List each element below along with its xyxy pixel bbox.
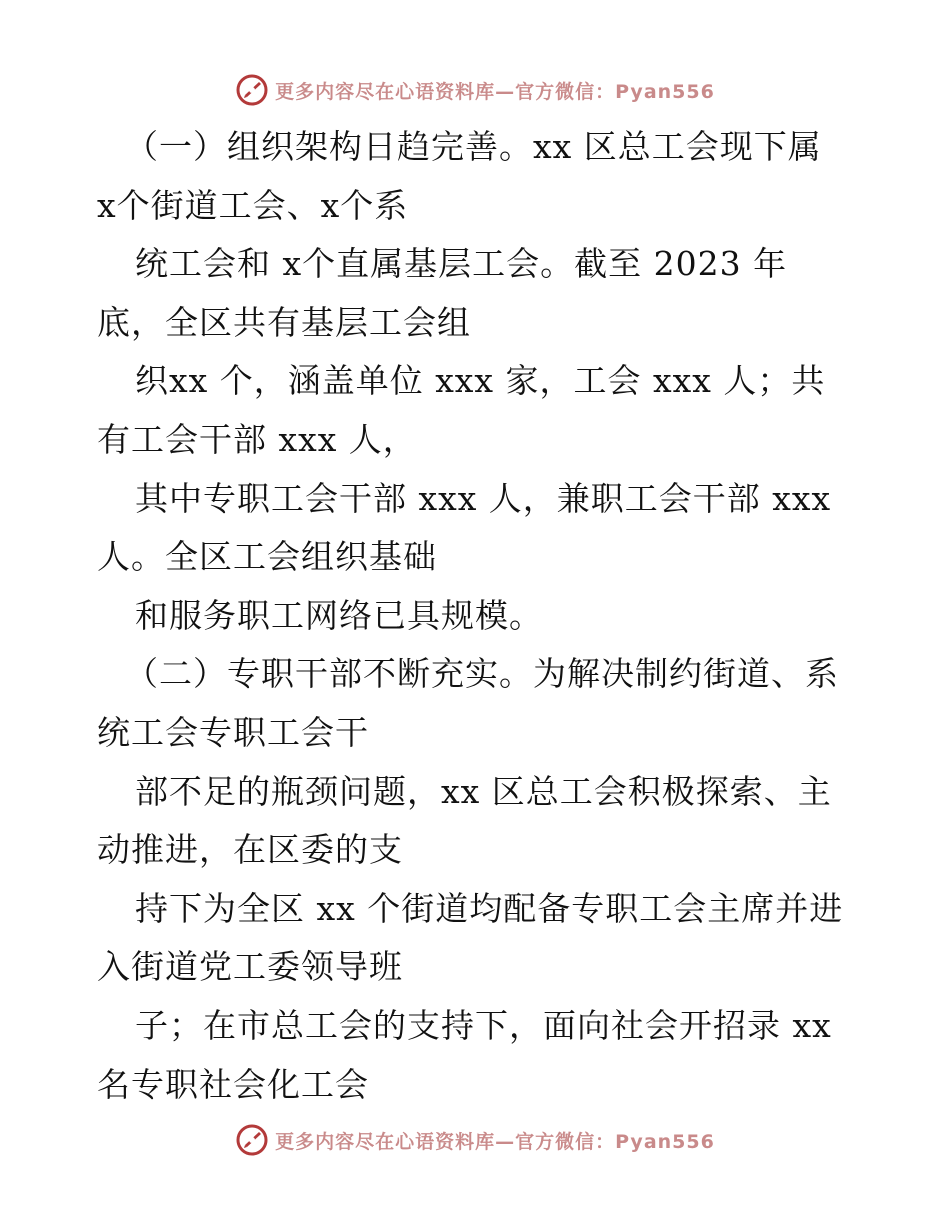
logo-icon — [235, 73, 269, 107]
text-line: 织xx 个，涵盖单位 xxx 家，工会 xxx 人；共 — [135, 361, 826, 401]
text-line: 统工会和 x个直属基层工会。截至 2023 年 — [135, 244, 788, 284]
document-body — [97, 118, 857, 1114]
text-line: 底，全区共有基层工会组 — [97, 302, 471, 342]
text-line: （二）专职干部不断充实。为解决制约街道、系 — [125, 654, 839, 694]
text-line: 名专职社会化工会 — [97, 1064, 369, 1104]
text-line: 其中专职工会干部 xxx 人，兼职工会干部 xxx — [135, 478, 832, 518]
text-line: 部不足的瓶颈问题，xx 区总工会积极探索、主 — [135, 771, 832, 811]
footer-banner — [0, 1120, 950, 1160]
text-line: 有工会干部 xxx 人， — [97, 419, 417, 459]
text-line: 动推进，在区委的支 — [97, 830, 403, 870]
text-line: x个街道工会、x个系 — [97, 185, 409, 225]
text-line: 人。全区工会组织基础 — [97, 537, 437, 577]
text-line: 入街道党工委领导班 — [97, 947, 403, 987]
text-line: （一）组织架构日趋完善。xx 区总工会现下属 — [125, 127, 822, 166]
footer-banner-text: 更多内容尽在心语资料库—官方微信：Pyan556 — [275, 1130, 715, 1153]
logo-icon — [235, 1123, 269, 1157]
text-line: 持下为全区 xx 个街道均配备专职工会主席并进 — [135, 888, 844, 928]
text-line: 子；在市总工会的支持下，面向社会开招录 xx — [135, 1005, 832, 1045]
header-banner-text: 更多内容尽在心语资料库—官方微信：Pyan556 — [275, 80, 715, 103]
text-line: 和服务职工网络已具规模。 — [135, 595, 543, 635]
header-banner — [0, 70, 950, 110]
text-line: 统工会专职工会干 — [97, 712, 369, 752]
